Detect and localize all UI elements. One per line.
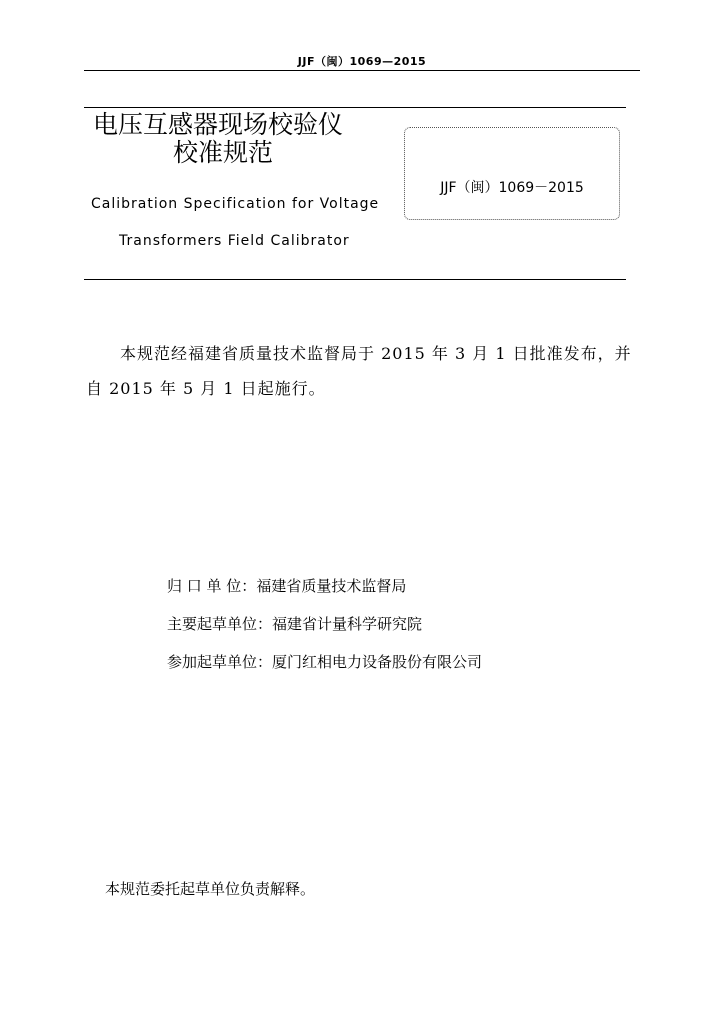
main-drafter-row: [167, 613, 422, 634]
title-en-line1: Calibration Specification for Voltage: [91, 196, 380, 212]
title-zh-line1: 电压互感器现场校验仪: [93, 110, 344, 139]
responsible-unit-value: 福建省质量技术监督局: [256, 577, 407, 595]
approval-statement: 本规范经福建省质量技术监督局于 2015 年 3 月 1 日批准发布，并自 2015 年 5 月 1 日起施行。: [86, 344, 632, 398]
interpretation-note: 本规范委托起草单位负责解释。: [105, 880, 316, 898]
responsible-unit-label: 归 口 单 位：: [167, 577, 257, 595]
main-drafter-label: 主要起草单位：: [167, 615, 273, 633]
title-block-top-rule: [84, 107, 626, 108]
header-standard-code: JJF（闽）1069—2015: [297, 55, 427, 68]
standard-code-box: [404, 127, 620, 220]
participant-drafter-row: [167, 651, 482, 672]
standard-code-box-text: JJF（闽）1069－2015: [440, 180, 584, 196]
responsible-unit-row: [167, 575, 406, 596]
title-en-line2: Transformers Field Calibrator: [119, 233, 350, 249]
title-block-bottom-rule: [84, 279, 626, 280]
main-drafter-value: 福建省计量科学研究院: [272, 615, 423, 633]
participant-drafter-label: 参加起草单位：: [167, 653, 273, 671]
header-rule: [84, 70, 640, 71]
participant-drafter-value: 厦门红相电力设备股份有限公司: [272, 653, 483, 671]
title-zh-line2: 校准规范: [173, 138, 274, 167]
